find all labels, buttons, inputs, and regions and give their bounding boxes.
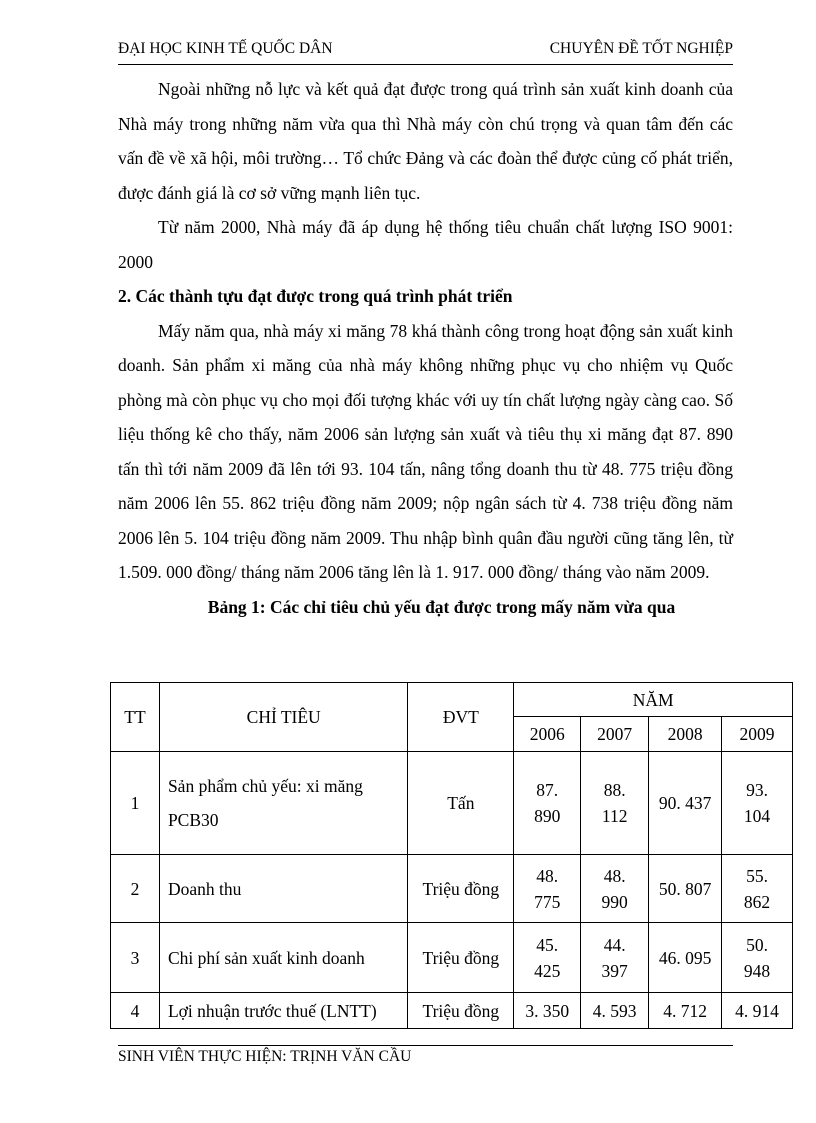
cell-value: 50. 807: [649, 855, 722, 923]
header-chi-tieu: CHỈ TIÊU: [159, 683, 408, 752]
cell-value: [722, 855, 793, 923]
cell-dvt: Triệu đồng: [408, 993, 514, 1029]
cell-value: 4. 593: [581, 993, 649, 1029]
paragraph-iso-standard: Từ năm 2000, Nhà máy đã áp dụng hệ thống tiêu chuẩn chất lượng ISO 9001: 2000: [118, 217, 733, 272]
header-university: ĐẠI HỌC KINH TẾ QUỐC DÂN: [118, 40, 333, 57]
cell-tt: 4: [111, 993, 160, 1029]
value-part: 44.: [603, 934, 626, 955]
cell-value: 46. 095: [649, 923, 722, 993]
header-tt: TT: [111, 683, 160, 752]
value-part: 88.: [603, 780, 626, 800]
header-year: 2006: [514, 717, 581, 752]
section-heading: 2. Các thành tựu đạt được trong quá trình phát triển: [118, 286, 513, 306]
cell-chi-tieu: Lợi nhuận trước thuế (LNTT): [159, 993, 408, 1029]
header-year: 2009: [722, 717, 793, 752]
cell-value: 4. 712: [649, 993, 722, 1029]
table-row: [111, 923, 793, 993]
cell-dvt: Triệu đồng: [408, 923, 514, 993]
cell-chi-tieu: Chi phí sản xuất kinh doanh: [159, 923, 408, 993]
value-part: 50.: [746, 934, 768, 955]
footer-divider: [118, 1045, 733, 1046]
value-part: 48.: [536, 865, 559, 886]
cell-value: [514, 855, 581, 923]
indicators-table-wrapper: [110, 682, 793, 1029]
cell-tt: 3: [111, 923, 160, 993]
value-part: 862: [743, 891, 771, 912]
cell-chi-tieu: [159, 752, 408, 855]
cell-value: [514, 752, 581, 855]
page-footer: SINH VIÊN THỰC HIỆN: TRỊNH VĂN CẦU: [118, 1048, 412, 1065]
header-dvt: ĐVT: [408, 683, 514, 752]
table-row-cutoff: [111, 1029, 793, 1030]
cell-dvt: Triệu đồng: [408, 855, 514, 923]
cell-value: [514, 923, 581, 993]
cell-value: [581, 855, 649, 923]
value-part: 948: [743, 960, 771, 981]
cell-value: [722, 752, 793, 855]
header-year: 2007: [581, 717, 649, 752]
cell-tt: 1: [111, 752, 160, 855]
cell-value: 4. 914: [722, 993, 793, 1029]
paragraph-achievements: Mấy năm qua, nhà máy xi măng 78 khá thành công trong hoạt động sản xuất kinh doanh. Sản phẩm xi măng của nhà máy không những phục vụ cho nhiệm vụ Quốc phòng mà còn phục vụ cho mọi đối tượng khác với uy tín chất lượng ngày càng cao. Số liệu thống kê cho thấy, năm 2006 sản lượng sản xuất và tiêu thụ xi măng đạt 87. 890 tấn thì tới năm 2009 đã lên tới 93. 104 tấn, nâng tổng doanh thu từ 48. 775 triệu đồng năm 2006 lên 55. 862 triệu đồng năm 2009; nộp ngân sách từ 4. 738 triệu đồng năm 2006 lên 5. 104 triệu đồng năm 2009. Thu nhập bình quân đầu người cũng tăng lên, từ 1.509. 000 đồng/ tháng năm 2006 tăng lên là 1. 917. 000 đồng/ tháng vào năm 2009.: [118, 320, 733, 582]
value-part: 990: [601, 891, 628, 912]
header-year: 2008: [649, 717, 722, 752]
value-part: 48.: [603, 865, 626, 886]
value-part: 87.: [536, 780, 559, 800]
cell-value: 90. 437: [649, 752, 722, 855]
value-part: 397: [601, 960, 628, 981]
cell-chi-tieu-line: Sản phẩm chủ yếu: xi măng: [167, 776, 363, 796]
header-document-type: CHUYÊN ĐỀ TỐT NGHIỆP: [549, 40, 733, 57]
table-row: [111, 752, 793, 855]
table-row: [111, 855, 793, 923]
cell-value: [581, 752, 649, 855]
value-part: 890: [534, 806, 561, 826]
value-part: 93.: [746, 780, 768, 800]
cell-tt: 2: [111, 855, 160, 923]
table-row: [111, 993, 793, 1029]
value-part: 55.: [746, 865, 768, 886]
page-header: [118, 40, 733, 65]
value-part: 104: [743, 806, 771, 826]
cell-chi-tieu: Doanh thu: [159, 855, 408, 923]
table-header-row: [111, 683, 793, 717]
cell-value: [722, 923, 793, 993]
cell-chi-tieu-line: PCB30: [167, 810, 219, 830]
value-part: 45.: [536, 934, 559, 955]
table-caption: Bảng 1: Các chỉ tiêu chủ yếu đạt được trong mấy năm vừa qua: [207, 596, 676, 617]
value-part: 775: [534, 891, 561, 912]
indicators-table: [110, 682, 793, 1029]
cell-value: 3. 350: [514, 993, 581, 1029]
page-content: [118, 72, 733, 624]
cell-dvt: Tấn: [408, 752, 514, 855]
value-part: 425: [534, 960, 561, 981]
cell-value: [581, 923, 649, 993]
paragraph-social-responsibility: Ngoài những nỗ lực và kết quả đạt được trong quá trình sản xuất kinh doanh của Nhà máy trong những năm vừa qua thì Nhà máy còn chú trọng và quan tâm đến các vấn đề về xã hội, môi trường… Tổ chức Đảng và các đoàn thể được củng cố phát triển, được đánh giá là cơ sở vững mạnh liên tục.: [118, 79, 733, 203]
header-nam: NĂM: [514, 683, 793, 717]
value-part: 112: [601, 806, 628, 826]
